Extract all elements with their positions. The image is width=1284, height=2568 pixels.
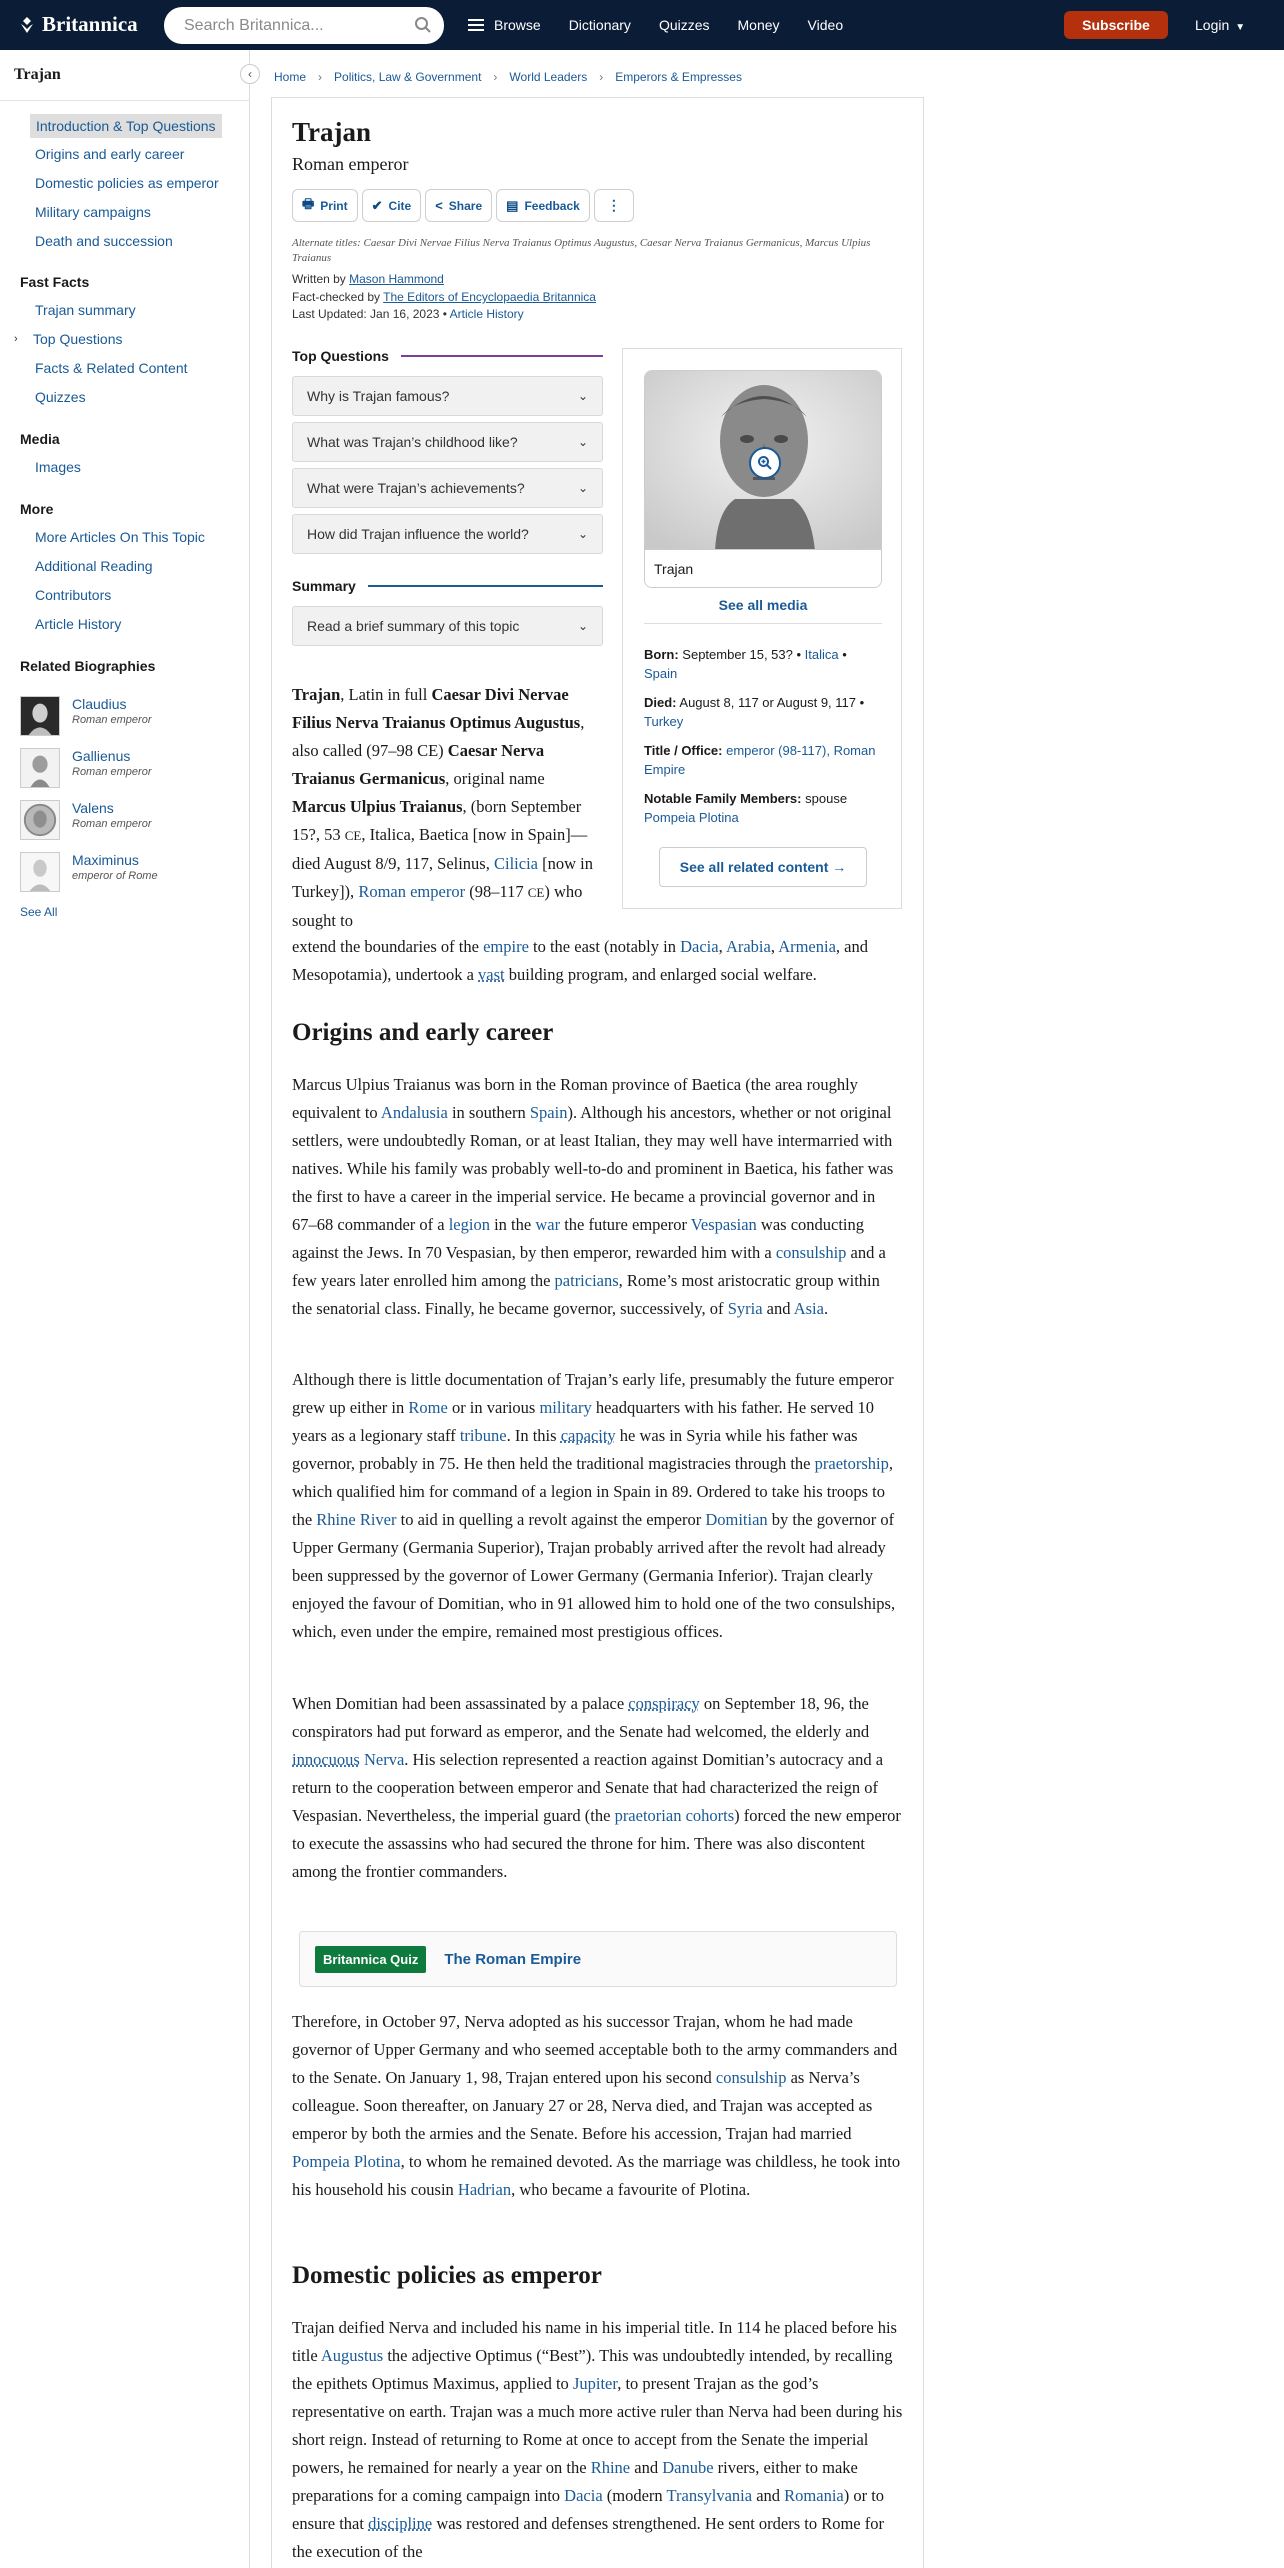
top-questions-title: Top Questions [292,348,389,364]
related-heading: Related Biographies [20,658,156,674]
britannica-logo[interactable] [18,12,138,37]
summary-heading [292,578,603,594]
login-button[interactable] [1195,17,1245,33]
maximinus-portrait [20,852,60,892]
chevron-down-icon: ⌄ [577,481,588,495]
link-tribune[interactable]: tribune [459,1426,507,1445]
link-discipline[interactable]: discipline [368,2514,433,2533]
question-text: How did Trajan influence the world? [307,526,529,542]
top-bar [0,0,1284,50]
nav-money[interactable]: Money [737,17,780,33]
link-roman-emperor[interactable]: Roman emperor [358,882,466,901]
question-text: What was Trajan’s childhood like? [307,434,518,450]
section-heading-domestic: Domestic policies as emperor [292,2262,602,2289]
link-empire[interactable]: empire [483,937,529,956]
toc-item-introduction[interactable]: Introduction & Top Questions [30,114,222,138]
link-nerva[interactable]: Nerva [363,1750,405,1769]
fast-facts-related[interactable]: Facts & Related Content [35,360,188,376]
fact-family [644,789,882,827]
divider [0,100,250,101]
breadcrumb-politics[interactable]: Politics, Law & Government [334,70,482,84]
link-domitian[interactable]: Domitian [705,1510,768,1529]
intro-paragraph-part2: extend the boundaries of the empire to the east (notably in Dacia, Arabia, Armenia, and Mesopotamia), undertook a vast building program, and enlarged social welfare. [292,937,868,984]
related-bio-maximinus[interactable] [20,852,250,896]
section-heading-origins: Origins and early career [292,1019,554,1046]
page-title: Trajan [292,117,371,147]
nav-browse-label: Browse [494,17,541,33]
gallienus-portrait [20,748,60,788]
link-praetorship[interactable]: praetorship [814,1454,889,1473]
see-all-link[interactable]: See All [20,905,58,919]
summary-title: Summary [292,578,356,594]
print-label: Print [320,198,348,213]
family-link[interactable]: Pompeia Plotina [644,810,739,825]
more-contributors[interactable]: Contributors [35,587,112,603]
link-praetorian-cohorts[interactable]: praetorian cohorts [614,1806,735,1825]
chevron-right-icon[interactable]: › [14,333,18,345]
fact-checked-by [292,290,596,304]
link-augustus[interactable]: Augustus [320,2346,384,2365]
toc-item-domestic[interactable]: Domestic policies as emperor [35,175,219,191]
top-questions-heading [292,348,603,364]
link-innocuous[interactable]: innocuous [292,1750,360,1769]
fast-facts-heading: Fast Facts [20,274,90,290]
claudius-portrait [20,696,60,736]
share-label: Share [448,198,483,213]
link-transylvania[interactable]: Transylvania [666,2486,753,2505]
author-link[interactable]: Mason Hammond [349,272,444,286]
top-questions [292,348,603,646]
main-nav [468,0,871,50]
written-by [292,272,444,286]
breadcrumb [274,70,742,84]
chevron-right-icon: › [318,70,323,84]
link-consulship-2[interactable]: consulship [715,2068,787,2087]
media-heading: Media [20,431,60,447]
article-history-link[interactable]: Article History [449,307,524,321]
trajan-bust-image[interactable] [644,370,882,588]
collapse-sidebar-icon[interactable]: ‹ [240,64,260,84]
related-bio-valens[interactable] [20,800,250,844]
link-romania[interactable]: Romania [784,2486,844,2505]
media-images[interactable]: Images [35,459,81,475]
link-dacia-2[interactable]: Dacia [564,2486,603,2505]
link-rhine-river[interactable]: Rhine River [316,1510,397,1529]
print-button[interactable] [292,189,358,222]
more-articles[interactable]: More Articles On This Topic [35,529,205,545]
cite-label: Cite [388,198,412,213]
related-bio-name: Maximinus [72,852,139,868]
question-text: What were Trajan’s achievements? [307,480,525,496]
nav-video[interactable]: Video [807,17,844,33]
summary-accordion[interactable] [292,606,603,646]
title-label: Title / Office: [644,743,723,758]
born-place-link[interactable]: Italica [804,647,839,662]
thistle-icon [18,16,36,34]
link-dacia[interactable]: Dacia [680,937,719,956]
chevron-down-icon: ▼ [1235,22,1246,33]
fact-died [644,693,882,731]
question-accordion[interactable] [292,422,603,462]
related-bio-desc: Roman emperor [72,714,152,726]
see-all-media-link[interactable]: See all media [718,597,808,613]
search-icon[interactable] [414,16,432,34]
brand-name: Britannica [42,12,138,36]
link-conspiracy[interactable]: conspiracy [628,1694,700,1713]
question-accordion[interactable] [292,468,603,508]
infobox [622,348,902,909]
link-military[interactable]: military [539,1398,592,1417]
related-bio-desc: Roman emperor [72,766,152,778]
comment-icon: ▤ [506,197,519,213]
check-circle-icon: ✔ [371,197,383,213]
family-relation: spouse [805,791,848,806]
related-bio-name: Claudius [72,696,127,712]
printer-icon: 🖶 [302,195,315,211]
search-input[interactable] [164,7,444,44]
related-bio-desc: Roman emperor [72,818,152,830]
link-cilicia[interactable]: Cilicia [493,854,538,873]
quiz-title: The Roman Empire [444,1950,582,1968]
link-consulship[interactable]: consulship [775,1243,847,1262]
toc-item-death[interactable]: Death and succession [35,233,173,249]
link-vast[interactable]: vast [478,965,505,984]
origins-paragraph-1: Marcus Ulpius Traianus was born in the Roman province of Baetica (the area roughly equivalent to Andalusia in southern Spain). Although his ancestors, whether or not original settlers, were undoubtedly Roman, or at least Italian, they may well have intermarried with natives. While his family was probably well-to-do and prominent in Baetica, his father was the first to have a career in the imperial service. He became a provincial governor and in 67–68 commander of a legion in the war the future emperor Vespasian was conducting against the Jews. In 70 Vespasian, by then emperor, rewarded him with a consulship and a few years later enrolled him among the patricians, Rome’s most aristocratic group within the senatorial class. Finally, he became governor, successively, of Syria and Asia. [292,1075,894,1318]
share-icon: < [435,198,443,213]
cite-button[interactable] [362,189,422,222]
more-heading: More [20,501,54,517]
hamburger-icon [468,19,484,31]
link-armenia[interactable]: Armenia [778,937,836,956]
last-updated-text: Last Updated: Jan 16, 2023 • [292,307,447,321]
fact-title [644,741,882,779]
subscribe-button[interactable]: Subscribe [1064,11,1168,39]
divider [368,585,603,587]
feedback-label: Feedback [524,198,580,213]
born-date: September 15, 53? • [682,647,802,662]
feedback-button[interactable] [496,189,590,222]
link-spain[interactable]: Spain [529,1103,568,1122]
alternate-titles: Alternate titles: Caesar Divi Nervae Filius Nerva Traianus Optimus Augustus, Caesar Nerva Traianus Germanicus, Marcus Ulpius Traianus [292,237,871,264]
link-rome[interactable]: Rome [408,1398,448,1417]
link-rhine[interactable]: Rhine [590,2458,631,2477]
zoom-icon[interactable] [749,447,781,479]
link-syria[interactable]: Syria [727,1299,763,1318]
breadcrumb-home[interactable]: Home [274,70,307,84]
chevron-down-icon: ⌄ [577,619,588,633]
link-danube[interactable]: Danube [662,2458,714,2477]
roman-empire-link[interactable]: Roman Empire [644,743,876,777]
origins-paragraph-2: Although there is little documentation of Trajan’s early life, presumably the future emperor grew up either in Rome or in various military headquarters with his father. He served 10 years as a legionary staff tribune. In this capacity he was in Syria while his father was governor, probably in 75. He then held the traditional magistracies through the praetorship, which qualified him for command of a legion in Spain in 89. Ordered to take his troops to the Rhine River to aid in quelling a revolt against the emperor Domitian by the governor of Upper Germany (Germania Superior), Trajan probably arrived after the revolt had already been suppressed by the governor of Lower Germany (Germania Inferior). Trajan clearly enjoyed the favour of Domitian, who in 91 allowed him to hold one of the two consulships, which, even under the empire, remained most prestigious offices. [292,1370,896,1641]
link-jupiter[interactable]: Jupiter [572,2374,618,2393]
login-label: Login [1195,17,1230,33]
image-caption: Trajan [645,549,881,587]
more-options-icon[interactable]: ⋮ [594,189,634,222]
toc-item-origins[interactable]: Origins and early career [35,146,185,162]
nav-browse[interactable] [468,17,541,33]
chevron-right-icon: › [493,70,498,84]
born-label: Born: [644,647,679,662]
question-accordion[interactable] [292,376,603,416]
fact-checked-label: Fact-checked by [292,290,381,304]
nav-dictionary[interactable]: Dictionary [568,17,631,33]
origins-paragraph-4: Therefore, in October 97, Nerva adopted as his successor Trajan, whom he had made governor of Upper Germany and who seemed acceptable both to the army commanders and to the Senate. On January 1, 98, Trajan entered upon his second consulship as Nerva’s colleague. Soon thereafter, on January 27 or 28, Nerva died, and Trajan was accepted as emperor by both the armies and the Senate. Before his accession, Trajan had married Pompeia Plotina, to whom he remained devoted. As the marriage was childless, he took into his household his cousin Hadrian, who became a favourite of Plotina. [292,2012,901,2199]
toc-item-military[interactable]: Military campaigns [35,204,151,220]
died-place-link[interactable]: Turkey [644,714,684,729]
page-subtitle: Roman emperor [292,154,409,174]
related-bio-name: Gallienus [72,748,131,764]
link-hadrian[interactable]: Hadrian [457,2180,512,2199]
written-by-label: Written by [292,272,346,286]
sidebar-title: Trajan [14,66,61,83]
share-button[interactable] [425,189,492,222]
intro-paragraph-part1: Trajan, Latin in full Caesar Divi Nervae Filius Nerva Traianus Optimus Augustus, also called (97–98 CE) Caesar Nerva Traianus Germanicus, original name Marcus Ulpius Traianus, (born September 15?, 53 CE, Italica, Baetica [now in Spain]—died August 8/9, 117, Selinus, Cilicia [now in Turkey]), Roman emperor (98–117 CE) who sought to [292,685,593,930]
divider [644,623,882,624]
chevron-down-icon: ⌄ [577,435,588,449]
fast-facts-summary[interactable]: Trajan summary [35,302,136,318]
summary-text: Read a brief summary of this topic [307,618,520,634]
divider [401,355,603,357]
question-text: Why is Trajan famous? [307,388,450,404]
related-bio-claudius[interactable] [20,696,250,740]
related-bio-gallienus[interactable] [20,748,250,792]
chevron-down-icon: ⌄ [577,389,588,403]
breadcrumb-world-leaders[interactable]: World Leaders [509,70,588,84]
link-legion[interactable]: legion [448,1215,490,1234]
question-accordion[interactable] [292,514,603,554]
link-vespasian[interactable]: Vespasian [690,1215,757,1234]
fact-born: Born: September 15, 53? • Italica • Spain [644,647,847,681]
fact-checker-link[interactable]: The Editors of Encyclopaedia Britannica [383,290,596,304]
more-history[interactable]: Article History [35,616,122,632]
fast-facts-top-questions[interactable]: Top Questions [33,331,123,347]
last-updated [292,307,524,321]
related-bio-desc: emperor of Rome [72,870,158,882]
quiz-promo[interactable] [299,1931,897,1987]
title-link[interactable]: emperor (98-117), [726,743,830,758]
breadcrumb-emperors[interactable]: Emperors & Empresses [615,70,742,84]
link-andalusia[interactable]: Andalusia [380,1103,448,1122]
more-reading[interactable]: Additional Reading [35,558,153,574]
link-patricians[interactable]: patricians [554,1271,619,1290]
died-label: Died: [644,695,677,710]
link-pompeia-plotina[interactable]: Pompeia Plotina [292,2152,401,2171]
born-country-link[interactable]: Spain [644,666,678,681]
fast-facts-quizzes[interactable]: Quizzes [35,389,86,405]
related-bio-name: Valens [72,800,114,816]
search-placeholder: Search Britannica... [184,16,324,34]
link-capacity[interactable]: capacity [560,1426,616,1445]
sidebar [0,50,250,2568]
domestic-paragraph-1: Trajan deified Nerva and included his name in his imperial title. In 114 he placed before his title Augustus the adjective Optimus (“Best”). This was undoubtedly intended, by recalling the epithets Optimus Maximus, applied to Jupiter, to present Trajan as the god’s representative on earth. Trajan was a much more active ruler than Nerva had been during his short reign. Instead of returning to Rome at once to accept from the Senate the imperial powers, he remained for nearly a year on the Rhine and Danube rivers, either to make preparations for a coming campaign into Dacia (modern Transylvania and Romania) or to ensure that discipline was restored and defenses strengthened. He sent orders to Rome for the execution of the [292,2318,903,2561]
valens-coin [20,800,60,840]
link-asia[interactable]: Asia [793,1299,824,1318]
link-war[interactable]: war [535,1215,561,1234]
died-date: August 8, 117 or August 9, 117 • [679,695,865,710]
see-related-content-button[interactable]: See all related content → [659,847,867,887]
chevron-right-icon: › [599,70,604,84]
chevron-down-icon: ⌄ [577,527,588,541]
nav-quizzes[interactable]: Quizzes [658,17,710,33]
origins-paragraph-3: When Domitian had been assassinated by a palace conspiracy on September 18, 96, the conspirators had put forward as emperor, and the Senate had welcomed, the elderly and innocuous Nerva. His selection represented a reaction against Domitian’s autocracy and a return to the cooperation between emperor and Senate that had characterized the reign of Vespasian. Nevertheless, the imperial guard (the praetorian cohorts) forced the new emperor to execute the assassins who had secured the throne for him. There was also discontent among the frontier commanders. [292,1694,901,1881]
quiz-badge: Britannica Quiz [315,1946,426,1973]
family-label: Notable Family Members: [644,791,802,806]
article-toolbar [292,189,638,222]
link-arabia[interactable]: Arabia [725,937,771,956]
